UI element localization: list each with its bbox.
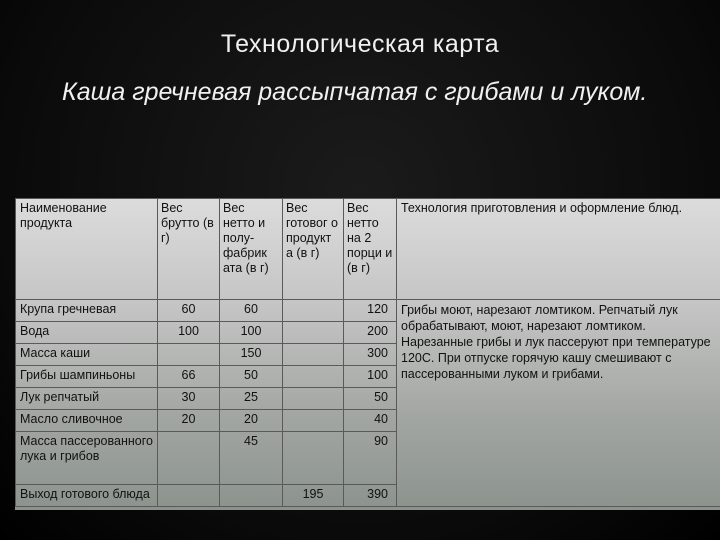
cell-ready — [283, 366, 344, 388]
cell-ready — [283, 432, 344, 485]
header-ready: Вес готовог о продукт а (в г) — [283, 199, 344, 300]
cell-brutto: 30 — [158, 388, 220, 410]
cell-ready — [283, 300, 344, 322]
cell-brutto: 66 — [158, 366, 220, 388]
cell-name: Грибы шампиньоны — [16, 366, 158, 388]
cell-ready — [283, 344, 344, 366]
cell-netto-2: 390 — [344, 485, 397, 507]
cell-netto-semi: 60 — [220, 300, 283, 322]
cell-netto-2: 200 — [344, 322, 397, 344]
cell-ready — [283, 388, 344, 410]
cell-name: Масса каши — [16, 344, 158, 366]
cell-netto-2: 90 — [344, 432, 397, 485]
cell-netto-semi: 150 — [220, 344, 283, 366]
cell-brutto — [158, 432, 220, 485]
cell-netto-2: 120 — [344, 300, 397, 322]
cell-netto-semi: 45 — [220, 432, 283, 485]
slide-subtitle: Каша гречневая рассыпчатая с грибами и луком. — [62, 78, 648, 106]
cell-brutto: 100 — [158, 322, 220, 344]
cell-brutto — [158, 485, 220, 507]
table-header-row — [16, 199, 720, 300]
header-netto-semi: Вес нетто и полу-фабрик ата (в г) — [220, 199, 283, 300]
table-row — [16, 300, 720, 322]
technology-text: Грибы моют, нарезают ломтиком. Репчатый лук обрабатывают, моют, нарезают ломтиком. Нарезанные грибы и лук пассеруют при температуре 120С. При отпуске горячую кашу смешивают с пассерованными луком и грибами. — [397, 300, 720, 507]
cell-netto-semi: 25 — [220, 388, 283, 410]
header-netto-2: Вес нетто на 2 порци и (в г) — [344, 199, 397, 300]
cell-name: Выход готового блюда — [16, 485, 158, 507]
cell-netto-2: 40 — [344, 410, 397, 432]
cell-netto-2: 50 — [344, 388, 397, 410]
cell-ready — [283, 322, 344, 344]
cell-name: Вода — [16, 322, 158, 344]
cell-netto-semi: 100 — [220, 322, 283, 344]
cell-name: Масса пассерованного лука и грибов — [16, 432, 158, 485]
cell-name: Лук репчатый — [16, 388, 158, 410]
cell-brutto: 60 — [158, 300, 220, 322]
cell-netto-2: 100 — [344, 366, 397, 388]
cell-netto-2: 300 — [344, 344, 397, 366]
header-technology: Технология приготовления и оформление блюд. — [397, 199, 720, 300]
cell-ready: 195 — [283, 485, 344, 507]
cell-brutto: 20 — [158, 410, 220, 432]
cell-netto-semi: 20 — [220, 410, 283, 432]
header-name: Наименование продукта — [16, 199, 158, 300]
cell-name: Крупа гречневая — [16, 300, 158, 322]
header-brutto: Вес брутто (в г) — [158, 199, 220, 300]
cell-brutto — [158, 344, 220, 366]
slide-title: Технологическая карта — [220, 30, 500, 58]
cell-name: Масло сливочное — [16, 410, 158, 432]
cell-netto-semi — [220, 485, 283, 507]
cell-netto-semi: 50 — [220, 366, 283, 388]
tech-card-table — [15, 198, 720, 510]
cell-ready — [283, 410, 344, 432]
